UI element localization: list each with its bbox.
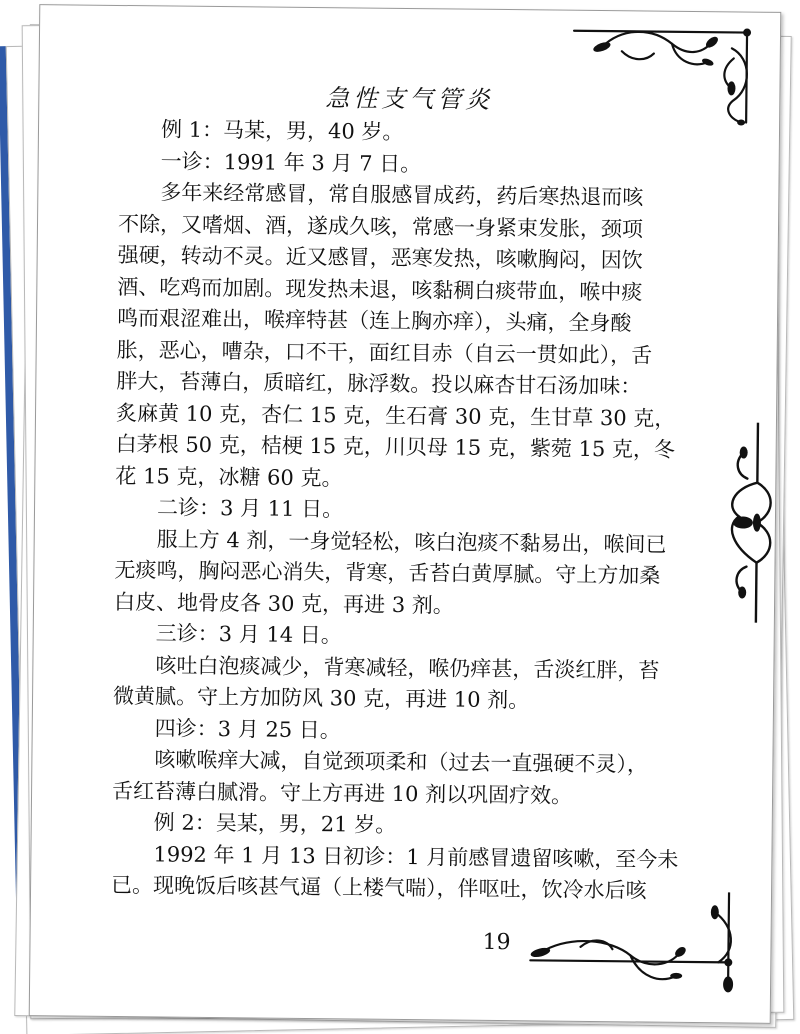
text-line: 炙麻黄 10 克，杏仁 15 克，生石膏 30 克，生甘草 30 克， (115, 400, 676, 431)
text-line: 强硬，转动不灵。近又感冒，恶寒发热，咳嗽胸闷，因饮 (117, 242, 643, 273)
text-line: 1992 年 1 月 13 日初诊：1 月前感冒遗留咳嗽，至今未 (153, 841, 679, 872)
text-line: 无痰鸣，胸闷恶心消失，背寒，舌苔白黄厚腻。守上方加桑 (114, 557, 661, 588)
text-line: 一诊：1991 年 3 月 7 日。 (160, 148, 422, 176)
text-line: 微黄腻。守上方加防风 30 克，再进 10 剂。 (112, 683, 530, 713)
text-line: 二诊：3 月 11 日。 (156, 495, 344, 522)
chapter-title: 急性支气管炎 (325, 84, 494, 114)
text-line: 舌红苔薄白腻滑。守上方再进 10 剂以巩固疗效。 (111, 778, 573, 808)
text-line: 酒、吃鸡而加剧。现发热未退，咳黏稠白痰带血，喉中痰 (117, 274, 643, 304)
text-line: 四诊：3 月 25 日。 (154, 715, 341, 742)
text-line: 花 15 克，冰糖 60 克。 (115, 463, 343, 490)
text-line: 不除，又嗜烟、酒，遂成久咳，常感一身紧束发胀，颈项 (117, 211, 644, 241)
text-line: 例 2：吴某，男，21 岁。 (153, 810, 397, 837)
text-line: 三诊：3 月 14 日。 (155, 621, 342, 648)
text-line: 胀，恶心，嘈杂，口不干，面红目赤（自云一贯如此），舌 (116, 337, 653, 368)
text-line: 咳吐白泡痰减少，背寒减轻，喉仍痒甚，舌淡红胖，苔 (155, 652, 660, 683)
text-line: 服上方 4 剂，一身觉轻松，咳白泡痰不黏易出，喉间已 (156, 526, 667, 557)
text-line: 多年来经常感冒，常自服感冒成药，药后寒热退而咳 (160, 180, 644, 210)
text-line: 咳嗽喉痒大减，自觉颈项柔和（过去一直强硬不灵）， (154, 747, 649, 777)
body-text (110, 114, 679, 907)
text-line: 白皮、地骨皮各 30 克，再进 3 剂。 (113, 589, 454, 618)
text-line: 胖大，苔薄白，质暗红，脉浮数。投以麻杏甘石汤加味： (116, 368, 642, 399)
text-line: 白茅根 50 克，桔梗 15 克，川贝母 15 克，紫菀 15 克，冬 (115, 431, 676, 462)
text-line: 例 1：马某，男，40 岁。 (160, 117, 404, 144)
corner-flourish-icon (500, 890, 751, 1003)
page-number: 19 (482, 929, 511, 956)
book-page (29, 4, 782, 1024)
text-line: 鸣而艰涩难出，喉痒特甚（连上胸亦痒），头痛，全身酸 (116, 305, 632, 336)
side-scroll-ornament-icon (712, 422, 774, 623)
text-line: 已。现晚饭后咳甚气逼（上楼气喘），伴呕吐，饮冷水后咳 (110, 872, 647, 903)
